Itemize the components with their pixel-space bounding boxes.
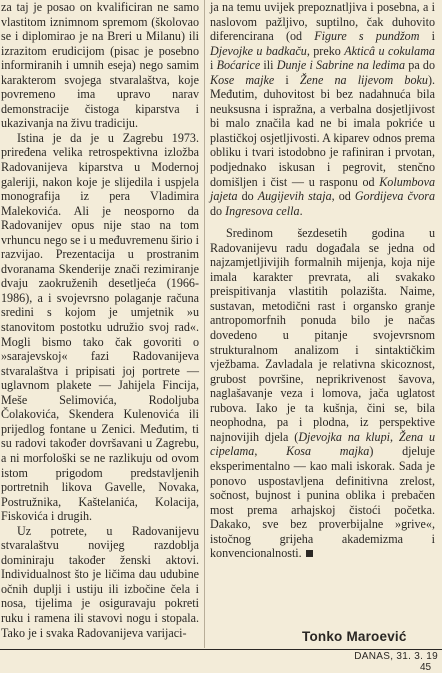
right-paragraph-2: Sredinom šezdesetih godina u Radovanijevu radu događala se jedna od najzamjetljivijih formalnih mijenja, koja nije imala karakter prevrata, ali svakako preispitivanja vlastitih polazišta. Naime, sustavan, metodični rast i organsko granje antropomorfnih ponuda bilo je načas dovedeno u pitanje svojevrsnom strukturalnom analizom i sintaktičkim vježbama. Zavladala je relativna skicoznost, grubost površine, neprikrivenost šavova, naglašavanje veza i lomova, jača uglatost rubova. Iako je ta kušnja, čini se, bila neophodna, pa i plodna, iz perspektive najnovijih djela (Djevojka na klupi, Žena u cipelama, Kosa majka) djeluje eksperimentalno — kao mali iskorak. Sada je ponovo uspostavljena definitivna zrelost, sočnost, bujnost i punina oblika i prebačen most prema arhajskoj čistoći početka. Dakako, sve bez proverbijalne »grive«, istočnog grijeha akademizma i konvencionalnosti. [210, 226, 436, 561]
left-paragraph-2: Istina je da je u Zagrebu 1973. priređena velika retrospektivna izložba Radovanijeva kiparstva u Modernoj galeriji, nakon koje je slijedila i uspjela monografija iz pera Vladimira Malekovića. Ali je neosporno da Radovanijev opus nije stao na tom vrhuncu nego se i u međuvremenu širio i razvijao. Prezentacija u prostranim dvoranama Skenderije znači rezimiranje dvaju zaokruženih desetljeća (1966-1986), a i svojevrsno polaganje računa sredini s kojom je umjetnik »u stanovitom postotku udružio svoj rad«. Mogli bismo tako čak govoriti o »sarajevskoj« fazi Radovanijeva stvaralaštva i pripisati joj portrete — uglavnom plakete — Jahijela Fincija, Meše Selimovića, Rodoljuba Čolakovića, Skendera Kulenovića ili prijedlog fontane u Zenici. Međutim, ti su radovi također dovršavani u Zagrebu, a ni morfološki se ne razlikuju od ovom istom prigodom predstavljenih portretnih likova Gavelle, Novaka, Postružnika, Kaštelanića, Kolacija, Fiskovića i drugih. [1, 130, 199, 524]
column-divider [204, 0, 205, 648]
right-paragraph-1: ja na temu uvijek prepoznatljiva i posebna, a i naslovom pažljivo, suptilno, čak duhovito diferencirana (od Figure s pundžom i Djevojke u badkaču, preko Akticâ u cokulama i Boćarice ili Dunje i Sabrine na ledima pa do Kose majke i Žene na lijevom boku). Međutim, duhovitost bi bez nadahnuća bila neuksusna i ispražna, a verbalna dosjetljivost bi malo značila kad ne bi imala pokriće u plastičkoj osjetljivosti. A kiparev odnos prema obliku i tvari istodobno je rafiniran i prvotan, podjednako iskusan i pegrovit, stenčno domišljen i čist — u rasponu od Kolumbova jajeta do Augijevih staja, od Gordijeva čvora do Ingresova cella. [210, 0, 435, 218]
author-signature: Tonko Maroević [302, 629, 407, 644]
left-paragraph-1: za taj je posao on kvalificiran ne samo vlastitom iznimnom spremom (školovao se i diplomirao je na Breri u Milanu) ili izrazitom erudicijom (pisac je posebno informiranih i umnih eseja) nego samim karakterom svojega stvaralaštva, koje povremeno ima upravo narav demonstracije čistoga kiparstva i ukazivanja na živu tradiciju. [1, 0, 199, 131]
left-column [1, 0, 199, 640]
publication-footer: DANAS, 31. 3. 19 [354, 651, 438, 662]
footer-rule [0, 649, 442, 650]
left-paragraph-3: Uz potrete, u Radovanijevu stvaralaštvu novijeg razdoblja dominiraju također ženski aktovi. Individualnost što je ličima dau udubine očnih duplji i ustiju ili izbočine čela i nosa, tijelima je osiguravaju pokreti ruku i ramena ili stavovi nogu i stopala. Tako je i svaka Radovanijeva varijaci- [1, 523, 199, 640]
page-number: 45 [420, 662, 432, 673]
end-of-article-square-icon [306, 550, 313, 557]
right-column [210, 0, 435, 561]
